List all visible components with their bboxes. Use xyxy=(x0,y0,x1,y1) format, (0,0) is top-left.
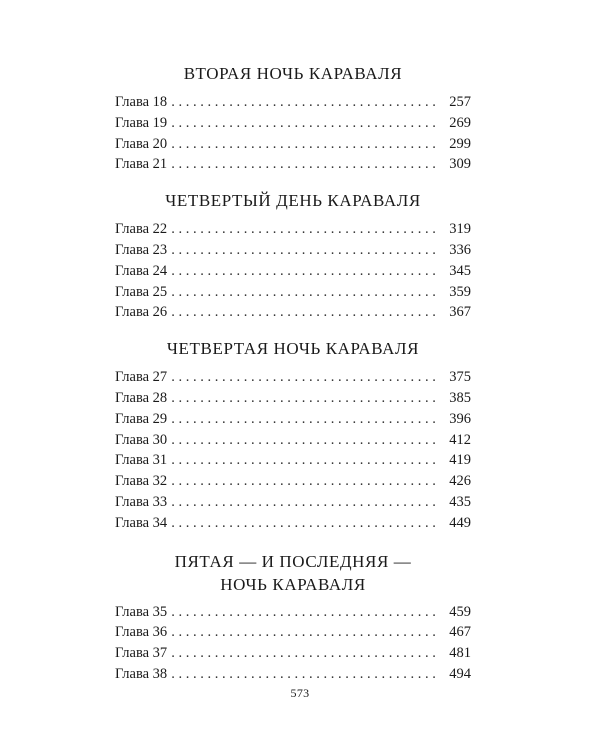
dot-leader xyxy=(171,513,439,534)
chapter-label: Глава 29 xyxy=(115,410,168,427)
toc-entry[interactable] xyxy=(115,513,471,534)
section-heading-line: НОЧЬ КАРАВАЛЯ xyxy=(220,574,366,594)
toc-entry[interactable] xyxy=(115,154,471,175)
dot-leader xyxy=(171,602,439,623)
page-number: 269 xyxy=(449,114,471,131)
dot-leader xyxy=(171,219,439,240)
page-number: 426 xyxy=(449,473,471,490)
toc-entry[interactable] xyxy=(115,282,471,303)
toc-entry[interactable] xyxy=(115,113,471,134)
page-number: 385 xyxy=(449,389,471,406)
chapter-list xyxy=(115,92,471,175)
chapter-label: Глава 22 xyxy=(115,221,168,238)
toc-section xyxy=(115,337,471,533)
page-number: 375 xyxy=(449,369,471,386)
page-number: 359 xyxy=(449,283,471,300)
page-number: 494 xyxy=(449,665,471,682)
chapter-label: Глава 24 xyxy=(115,262,168,279)
chapter-label: Глава 27 xyxy=(115,369,168,386)
page-number: 309 xyxy=(449,156,471,173)
chapter-label: Глава 25 xyxy=(115,283,168,300)
dot-leader xyxy=(171,367,439,388)
chapter-label: Глава 23 xyxy=(115,241,168,258)
toc-entry[interactable] xyxy=(115,261,471,282)
chapter-label: Глава 28 xyxy=(115,389,168,406)
dot-leader xyxy=(171,113,439,134)
toc-section xyxy=(115,550,471,685)
dot-leader xyxy=(171,154,439,175)
section-heading: ЧЕТВЕРТАЯ НОЧЬ КАРАВАЛЯ xyxy=(166,339,420,359)
dot-leader xyxy=(171,261,439,282)
dot-leader xyxy=(171,471,439,492)
toc-section xyxy=(115,189,471,323)
dot-leader xyxy=(171,643,439,664)
chapter-label: Глава 32 xyxy=(115,473,168,490)
dot-leader xyxy=(171,430,439,451)
page-number: 257 xyxy=(449,94,471,110)
dot-leader xyxy=(171,240,439,261)
page-number: 435 xyxy=(449,493,471,510)
chapter-label: Глава 31 xyxy=(115,452,168,469)
chapter-label: Глава 18 xyxy=(115,94,168,110)
page-number: 449 xyxy=(449,514,471,531)
dot-leader xyxy=(171,664,439,685)
chapter-label: Глава 34 xyxy=(115,514,168,531)
page-number: 319 xyxy=(449,221,471,238)
dot-leader xyxy=(171,302,439,323)
chapter-list xyxy=(115,602,471,685)
page-folio: 573 xyxy=(290,686,310,700)
toc-entry[interactable] xyxy=(115,302,471,323)
section-heading: ЧЕТВЕРТЫЙ ДЕНЬ КАРАВАЛЯ xyxy=(165,191,421,211)
chapter-list xyxy=(115,219,471,323)
chapter-label: Глава 35 xyxy=(115,603,168,620)
dot-leader xyxy=(171,92,439,113)
toc-entry[interactable] xyxy=(115,240,471,261)
toc-entry[interactable] xyxy=(115,430,471,451)
chapter-label: Глава 33 xyxy=(115,493,168,510)
dot-leader xyxy=(171,134,439,155)
dot-leader xyxy=(171,622,439,643)
dot-leader xyxy=(171,450,439,471)
dot-leader xyxy=(171,388,439,409)
toc-entry[interactable] xyxy=(115,602,471,623)
page-number: 299 xyxy=(449,135,471,152)
page-number: 396 xyxy=(449,410,471,427)
page-number: 336 xyxy=(449,241,471,258)
chapter-label: Глава 37 xyxy=(115,645,168,662)
chapter-list xyxy=(115,367,471,533)
chapter-label: Глава 30 xyxy=(115,431,168,448)
toc-entry[interactable] xyxy=(115,219,471,240)
toc-entry[interactable] xyxy=(115,492,471,513)
section-heading-line: ПЯТАЯ — И ПОСЛЕДНЯЯ — xyxy=(174,551,412,571)
dot-leader xyxy=(171,282,439,303)
page-number: 345 xyxy=(449,262,471,279)
page-number: 419 xyxy=(449,452,471,469)
table-of-contents xyxy=(115,62,471,685)
toc-entry[interactable] xyxy=(115,664,471,685)
toc-section xyxy=(115,62,471,175)
toc-entry[interactable] xyxy=(115,409,471,430)
page-number: 412 xyxy=(449,431,471,448)
toc-entry[interactable] xyxy=(115,367,471,388)
chapter-label: Глава 36 xyxy=(115,624,168,641)
chapter-label: Глава 38 xyxy=(115,665,168,682)
chapter-label: Глава 26 xyxy=(115,304,168,321)
chapter-label: Глава 21 xyxy=(115,156,168,173)
toc-entry[interactable] xyxy=(115,471,471,492)
toc-entry[interactable] xyxy=(115,134,471,155)
toc-entry[interactable] xyxy=(115,92,471,113)
page-number: 367 xyxy=(449,304,471,321)
dot-leader xyxy=(171,409,439,430)
toc-entry[interactable] xyxy=(115,622,471,643)
chapter-label: Глава 19 xyxy=(115,114,168,131)
chapter-label: Глава 20 xyxy=(115,135,168,152)
page-number: 467 xyxy=(449,624,471,641)
page-number: 459 xyxy=(449,603,471,620)
toc-entry[interactable] xyxy=(115,388,471,409)
page-number: 481 xyxy=(449,645,471,662)
section-heading xyxy=(115,550,471,596)
toc-entry[interactable] xyxy=(115,450,471,471)
dot-leader xyxy=(171,492,439,513)
toc-entry[interactable] xyxy=(115,643,471,664)
section-heading: ВТОРАЯ НОЧЬ КАРАВАЛЯ xyxy=(183,64,403,83)
